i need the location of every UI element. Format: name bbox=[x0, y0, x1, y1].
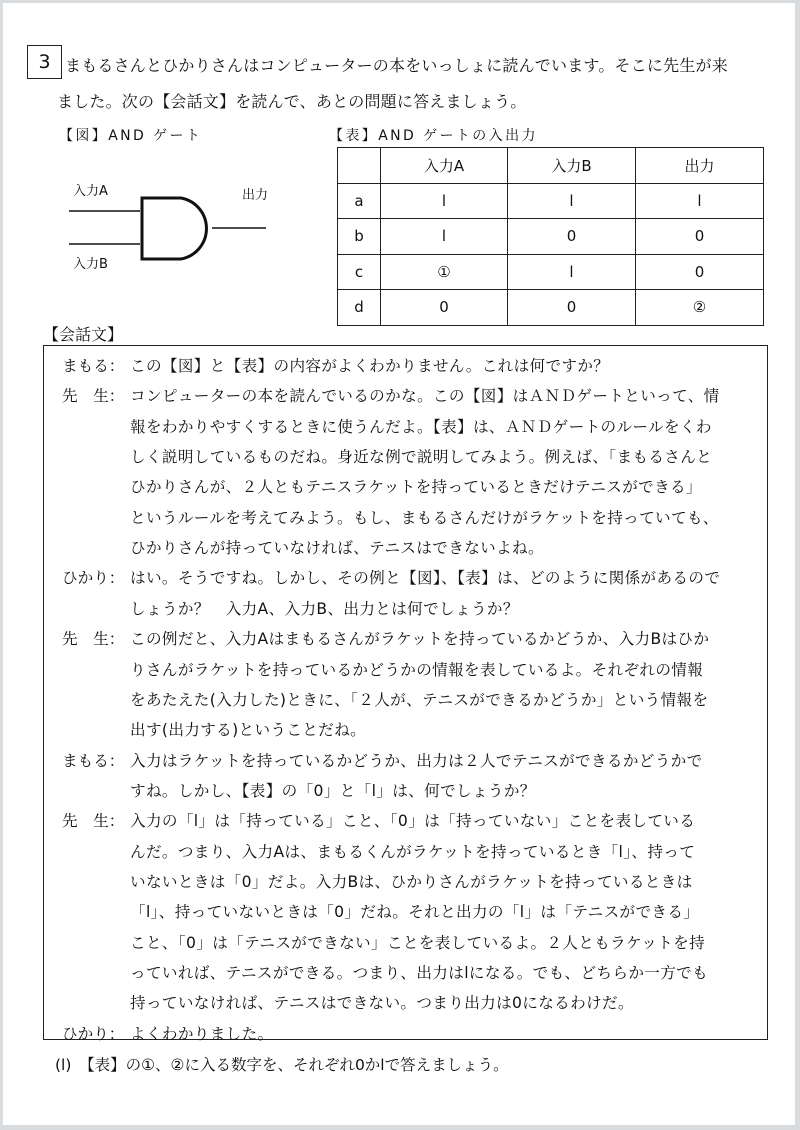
table-cell-blank-2: ② bbox=[636, 290, 764, 326]
dialogue-line: というルールを考えてみよう。もし、まもるさんだけがラケットを持っていても、 bbox=[130, 508, 719, 527]
table-header-cell bbox=[338, 148, 381, 184]
dialogue-line: ひかりさんが、２人ともテニスラケットを持っているときだけテニスができる」 bbox=[130, 478, 702, 497]
table-header-cell: 出力 bbox=[636, 148, 764, 184]
dialogue-line: ひかりさんが持っていなければ、テニスはできないよね。 bbox=[130, 539, 544, 558]
table-row bbox=[338, 254, 764, 290]
table-cell: d bbox=[338, 290, 381, 326]
dialogue-line: 出す(出力する)ということだね。 bbox=[130, 721, 367, 740]
gate-output-label: 出力 bbox=[242, 188, 269, 203]
and-gate-body bbox=[142, 198, 206, 259]
dialogue-line: いないときは「0」だよ。入力Bは、ひかりさんがラケットを持っているときは bbox=[130, 872, 693, 891]
dialogue-line: この【図】と【表】の内容がよくわかりません。これは何ですか？ bbox=[130, 357, 610, 375]
figure-caption: 【図】AND ゲート bbox=[59, 128, 203, 144]
table-header-row bbox=[338, 148, 764, 184]
table-cell: 0 bbox=[636, 219, 764, 255]
dialogue-line: 「l」、持っていないときは「0」だね。それと出力の「l」は「テニスができる」 bbox=[130, 903, 700, 922]
dialogue-line: をあたえた(入力した)ときに、「２人が、テニスができるかどうか」という情報を bbox=[130, 690, 709, 709]
dialogue-line: 入力はラケットを持っているかどうか、出力は２人でテニスができるかどうかで bbox=[130, 751, 703, 770]
question-1: (l) 【表】の①、②に入る数字を、それぞれ0かlで答えましょう。 bbox=[55, 1056, 509, 1074]
dialogue-line: っていれば、テニスができる。つまり、出力はlになる。でも、どちらか一方でも bbox=[130, 964, 709, 982]
dialogue-line: 入力の「l」は「持っている」こと、「0」は「持っていない」ことを表している bbox=[130, 812, 696, 831]
dialogue-line: よくわかりました。 bbox=[130, 1024, 274, 1043]
dialogue-line: りさんがラケットを持っているかどうかの情報を表しているよ。それぞれの情報 bbox=[130, 660, 704, 679]
table-row bbox=[338, 290, 764, 326]
table-caption: 【表】AND ゲートの入出力 bbox=[329, 128, 538, 144]
dialogue-line: コンピューターの本を読んでいるのかな。この【図】はＡＮＤゲートといって、情 bbox=[130, 387, 720, 406]
table-cell: l bbox=[381, 183, 508, 219]
dialogue-speaker: ひかり： bbox=[62, 1024, 125, 1043]
table-cell: 0 bbox=[636, 254, 764, 290]
table-cell-blank-1: ① bbox=[381, 254, 508, 290]
worksheet-page bbox=[3, 3, 795, 1125]
table-cell: b bbox=[338, 219, 381, 255]
table-cell: l bbox=[636, 183, 764, 219]
dialogue-line: こと、「0」は「テニスができない」ことを表しているよ。２人ともラケットを持 bbox=[130, 933, 706, 952]
dialogue-line: しく説明しているものだね。身近な例で説明してみよう。例えば、「まもるさんと bbox=[130, 448, 713, 467]
gate-input-b-label: 入力B bbox=[73, 257, 108, 272]
table-row bbox=[338, 183, 764, 219]
and-truth-table bbox=[337, 147, 764, 326]
gate-input-a-label: 入力A bbox=[73, 184, 108, 199]
dialogue-line: しょうか？ 入力A、入力B、出力とは何でしょうか？ bbox=[130, 599, 519, 618]
table-cell: 0 bbox=[508, 219, 636, 255]
dialogue-line: この例だと、入力Aはまもるさんがラケットを持っているかどうか、入力Bはひか bbox=[130, 630, 710, 649]
dialogue-line: んだ。つまり、入力Aは、まもるくんがラケットを持っているとき「l」、持って bbox=[130, 842, 696, 861]
table-cell: l bbox=[508, 183, 636, 219]
table-cell: 0 bbox=[381, 290, 508, 326]
dialogue-label: 【会話文】 bbox=[43, 325, 124, 344]
dialogue-speaker: 先 生： bbox=[62, 630, 125, 649]
dialogue-speaker: まもる： bbox=[62, 751, 125, 770]
dialogue-line: すね。しかし、【表】の「0」と「l」は、何でしょうか？ bbox=[130, 781, 536, 800]
dialogue-speaker: ひかり： bbox=[62, 569, 125, 588]
dialogue-line: 報をわかりやすくするときに使うんだよ。【表】は、ＡＮＤゲートのルールをくわ bbox=[130, 417, 712, 436]
dialogue-speaker: 先 生： bbox=[62, 387, 125, 406]
table-cell: c bbox=[338, 254, 381, 290]
intro-line-1: まもるさんとひかりさんはコンピューターの本をいっしょに読んでいます。そこに先生が来 bbox=[65, 56, 728, 75]
table-cell: l bbox=[381, 219, 508, 255]
table-row bbox=[338, 219, 764, 255]
dialogue-line: 持っていなければ、テニスはできない。つまり出力は0になるわけだ。 bbox=[130, 994, 634, 1013]
question-number-box: 3 bbox=[27, 45, 62, 79]
dialogue-line: はい。そうですね。しかし、その例と【図】、【表】は、どのように関係があるので bbox=[130, 569, 721, 588]
intro-line-2: ました。次の【会話文】を読んで、あとの問題に答えましょう。 bbox=[57, 92, 527, 111]
table-header-cell: 入力A bbox=[381, 148, 508, 184]
table-cell: l bbox=[508, 254, 636, 290]
table-header-cell: 入力B bbox=[508, 148, 636, 184]
dialogue-speaker: 先 生： bbox=[62, 812, 125, 831]
table-cell: a bbox=[338, 183, 381, 219]
table-cell: 0 bbox=[508, 290, 636, 326]
dialogue-speaker: まもる： bbox=[62, 357, 125, 375]
